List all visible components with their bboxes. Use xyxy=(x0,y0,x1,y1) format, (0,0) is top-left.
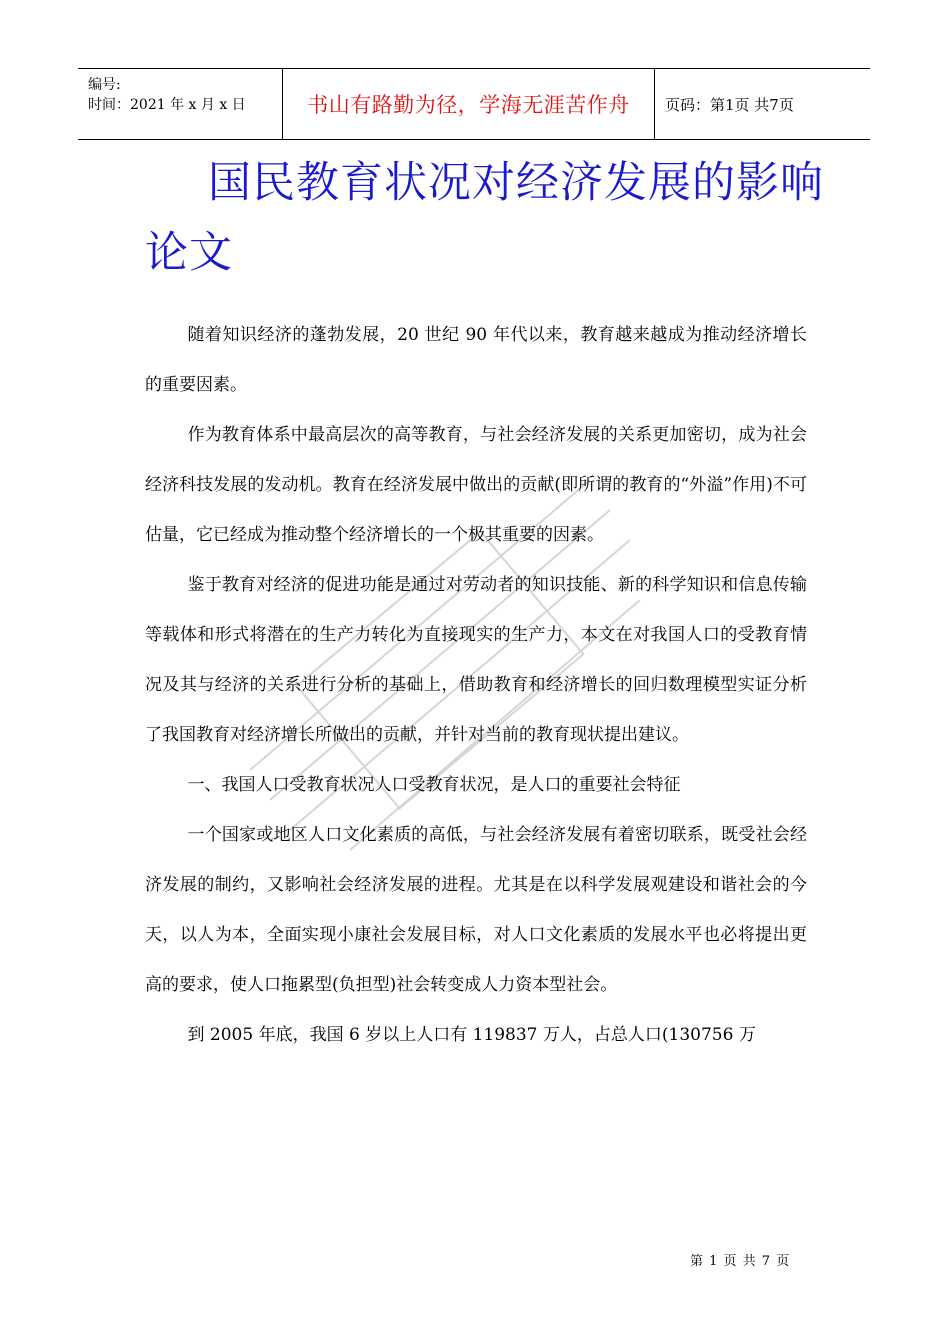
header-page-label: 页码：第1页 共7页 xyxy=(665,95,794,114)
body-paragraph-1: 随着知识经济的蓬勃发展，20 世纪 90 年代以来，教育越来越成为推动经济增长的重要因素。 xyxy=(145,325,807,395)
document-title: 国民教育状况对经济发展的影响论文 xyxy=(145,158,824,278)
header-motto: 书山有路勤为径，学海无涯苦作舟 xyxy=(282,69,655,139)
body-paragraph-2: 作为教育体系中最高层次的高等教育，与社会经济发展的关系更加密切，成为社会经济科技发展的发动机。教育在经济发展中做出的贡献(即所谓的教育的“外溢”作用)不可估量，它已经成为推动整个经济增长的一个极其重要的因素。 xyxy=(145,425,807,545)
header-info-cell xyxy=(78,69,282,139)
page-footer: 第 1 页 共 7 页 xyxy=(690,1254,791,1269)
body-paragraph-4: 一个国家或地区人口文化素质的高低，与社会经济发展有着密切联系，既受社会经济发展的制约，又影响社会经济发展的进程。尤其是在以科学发展观建设和谐社会的今天，以人为本，全面实现小康社会发展目标，对人口文化素质的发展水平也必将提出更高的要求，使人口拖累型(负担型)社会转变成人力资本型社会。 xyxy=(145,825,807,995)
body-paragraph-5: 到 2005 年底，我国 6 岁以上人口有 119837 万人，占总人口(130756 万 xyxy=(187,1025,756,1045)
document-number-label: 编号: xyxy=(88,77,121,93)
document-body xyxy=(145,310,807,1060)
document-header xyxy=(78,68,870,140)
section-heading-1: 一、我国人口受教育状况人口受教育状况，是人口的重要社会特征 xyxy=(187,775,681,795)
body-paragraph-3: 鉴于教育对经济的促进功能是通过对劳动者的知识技能、新的科学知识和信息传输等载体和形式将潜在的生产力转化为直接现实的生产力，本文在对我国人口的受教育情况及其与经济的关系进行分析的基础上，借助教育和经济增长的回归数理模型实证分析了我国教育对经济增长所做出的贡献，并针对当前的教育现状提出建议。 xyxy=(145,575,807,745)
document-time-label: 时间：2021 年 x 月 x 日 xyxy=(88,97,246,113)
